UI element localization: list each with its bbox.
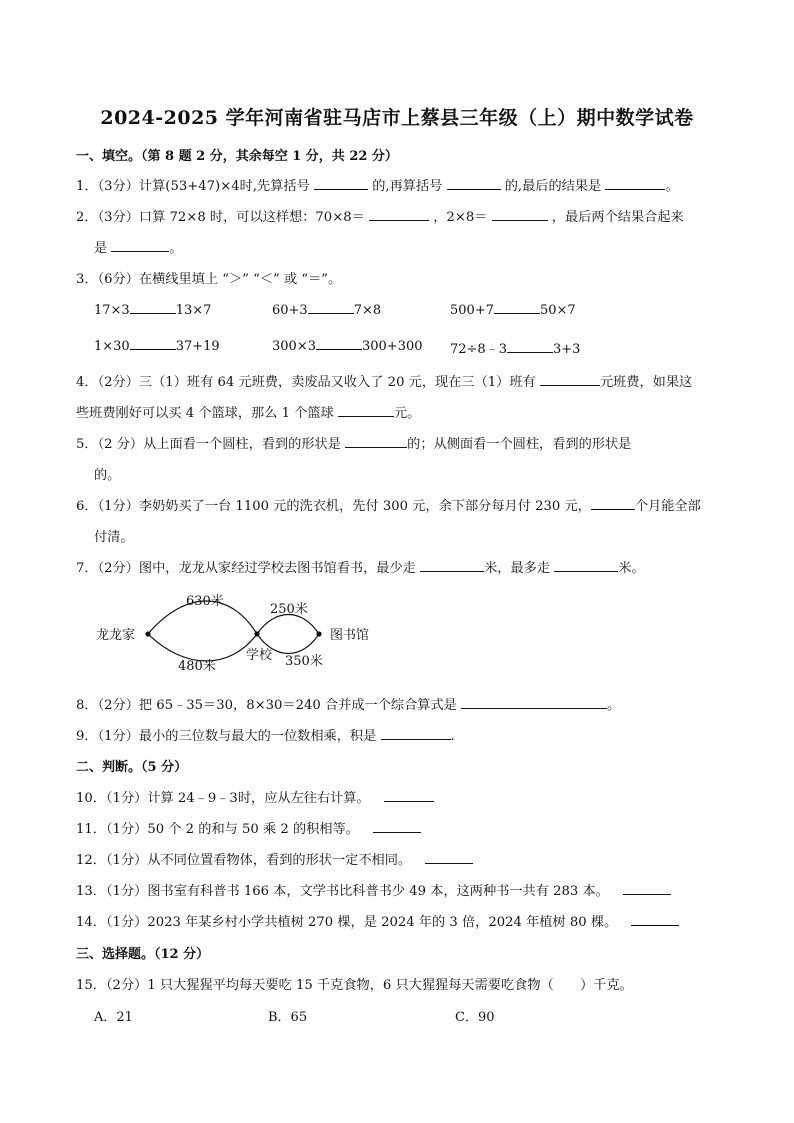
answer-blank[interactable] <box>111 240 169 252</box>
library-label: 图书馆 <box>330 628 370 643</box>
compare-item <box>94 338 220 354</box>
question-2-text-c: ，最后两个结果合起来 <box>551 210 684 225</box>
question-4 <box>76 371 692 390</box>
compare-right: 50×7 <box>539 303 576 318</box>
question-5-continued: 的。 <box>94 468 121 483</box>
question-2-text-e: 。 <box>169 241 183 256</box>
route-school-library-upper <box>257 615 319 635</box>
answer-blank[interactable] <box>605 178 665 190</box>
question-10 <box>76 787 434 806</box>
question-1-text-c: 的,最后的结果是 <box>504 179 602 194</box>
school-point <box>254 631 259 636</box>
question-1-text-b: 的,再算括号 <box>372 179 443 194</box>
question-12-text: 12．（1分）从不同位置看物体，看到的形状一定不相同。 <box>76 853 412 868</box>
answer-blank[interactable] <box>381 728 451 740</box>
answer-blank[interactable] <box>420 560 484 572</box>
question-7-text-a: 7．（2分）图中，龙龙从家经过学校去图书馆看书，最少走 <box>76 561 416 576</box>
option-a[interactable]: A．21 <box>94 1010 133 1025</box>
answer-blank[interactable] <box>492 209 548 221</box>
question-4-continued <box>76 402 420 421</box>
answer-blank[interactable] <box>316 338 362 350</box>
question-6-text-b: 个月能全部 <box>634 499 701 514</box>
question-14-text: 14．（1分）2023 年某乡村小学共植树 270 棵，是 2024 年的 3 倍，2024 年植树 80 棵。 <box>76 915 618 930</box>
route-diagram <box>90 588 390 678</box>
answer-blank[interactable] <box>373 821 421 833</box>
answer-blank[interactable] <box>345 436 407 448</box>
question-1-text-d: 。 <box>665 179 679 194</box>
distance-label: 250米 <box>270 602 308 617</box>
question-2-continued <box>94 237 183 256</box>
answer-blank[interactable] <box>314 178 368 190</box>
answer-blank[interactable] <box>591 498 635 510</box>
answer-blank[interactable] <box>308 302 354 314</box>
question-9-text-b: . <box>450 729 455 744</box>
answer-blank[interactable] <box>461 697 607 709</box>
compare-left: 500+7 <box>450 303 494 318</box>
compare-item <box>450 302 576 318</box>
distance-label: 630米 <box>186 594 224 609</box>
section-fill-in-heading: 一、填空。（第 8 题 2 分，其余每空 1 分，共 22 分） <box>76 149 398 164</box>
compare-left: 72÷8﹣3 <box>450 342 507 357</box>
compare-item <box>272 302 381 318</box>
answer-blank[interactable] <box>631 914 679 926</box>
question-2-text-a: 2．（3分）口算 72×8 时，可以这样想：70×8＝ <box>76 210 365 225</box>
home-point <box>145 631 150 636</box>
answer-blank[interactable] <box>384 790 434 802</box>
question-9 <box>76 725 455 744</box>
question-8-text-b: 。 <box>607 698 621 713</box>
question-10-text: 10．（1分）计算 24﹣9﹣3时，应从左往右计算。 <box>76 791 370 806</box>
answer-blank[interactable] <box>338 405 394 417</box>
distance-label: 480米 <box>178 659 216 674</box>
distance-label: 350米 <box>285 654 323 669</box>
section-choice-heading: 三、选择题。（12 分） <box>76 947 210 962</box>
route-home-school-lower <box>148 634 257 661</box>
answer-blank[interactable] <box>507 341 553 353</box>
question-11 <box>76 818 421 837</box>
compare-right: 300+300 <box>361 339 423 354</box>
answer-blank[interactable] <box>554 560 618 572</box>
compare-left: 17×3 <box>94 303 130 318</box>
question-12 <box>76 849 473 868</box>
compare-item <box>450 338 580 357</box>
question-4-text-a: 4．（2分）三（1）班有 64 元班费，卖废品又收入了 20 元，现在三（1）班有 <box>76 375 536 390</box>
question-13 <box>76 880 671 899</box>
question-14 <box>76 911 679 930</box>
question-7-text-c: 米。 <box>618 561 645 576</box>
question-2-text-d: 是 <box>94 241 108 256</box>
question-1 <box>76 175 679 194</box>
compare-right: 3+3 <box>552 342 581 357</box>
question-4-text-c: 些班费刚好可以买 4 个篮球，那么 1 个篮球 <box>76 406 334 421</box>
question-9-text-a: 9．（1分）最小的三位数与最大的一位数相乘，积是 <box>76 729 377 744</box>
question-8-text-a: 8．（2分）把 65﹣35＝30，8×30＝240 合并成一个综合算式是 <box>76 698 457 713</box>
question-15: 15．（2分）1 只大猩猩平均每天要吃 15 千克食物，6 只大猩猩每天需要吃食物（ ）千克。 <box>76 978 633 993</box>
answer-blank[interactable] <box>623 883 671 895</box>
question-5-text-b: 的；从侧面看一个圆柱，看到的形状是 <box>407 437 632 452</box>
question-11-text: 11．（1分）50 个 2 的和与 50 乘 2 的积相等。 <box>76 822 359 837</box>
compare-right: 37+19 <box>175 339 220 354</box>
answer-blank[interactable] <box>540 374 600 386</box>
answer-blank[interactable] <box>130 338 176 350</box>
library-point <box>316 631 321 636</box>
question-5-text-a: 5．（2 分）从上面看一个圆柱，看到的形状是 <box>76 437 341 452</box>
question-7 <box>76 557 645 576</box>
question-6-text-a: 6．（1分）李奶奶买了一台 1100 元的洗衣机，先付 300 元，余下部分每月付 230 元， <box>76 499 591 514</box>
compare-item <box>94 302 211 318</box>
compare-right: 13×7 <box>175 303 212 318</box>
school-label: 学校 <box>246 648 273 663</box>
answer-blank[interactable] <box>447 178 501 190</box>
question-4-text-d: 元。 <box>393 406 421 421</box>
option-c[interactable]: C．90 <box>455 1010 495 1025</box>
page-title: 2024-2025 学年河南省驻马店市上蔡县三年级（上）期中数学试卷 <box>100 107 694 129</box>
answer-blank[interactable] <box>425 852 473 864</box>
compare-left: 60+3 <box>272 303 308 318</box>
home-label: 龙龙家 <box>96 628 136 643</box>
question-13-text: 13．（1分）图书室有科普书 166 本，文学书比科普书少 49 本，这两种书一共有 283 本。 <box>76 884 609 899</box>
question-4-text-b: 元班费，如果这 <box>599 375 693 390</box>
section-judge-heading: 二、判断。（5 分） <box>76 760 188 775</box>
question-7-text-b: 米，最多走 <box>484 561 551 576</box>
answer-blank[interactable] <box>494 302 540 314</box>
question-2-text-b: ，2×8＝ <box>433 210 488 225</box>
question-8 <box>76 694 620 713</box>
question-3: 3．（6分）在横线里填上 “＞” “＜” 或 “＝”。 <box>76 272 342 287</box>
compare-right: 7×8 <box>353 303 382 318</box>
question-6 <box>76 495 701 514</box>
answer-blank[interactable] <box>369 209 429 221</box>
compare-left: 1×30 <box>94 339 130 354</box>
compare-left: 300×3 <box>272 339 316 354</box>
question-6-continued: 付清。 <box>94 530 134 545</box>
question-2 <box>76 206 684 225</box>
compare-item <box>272 338 423 354</box>
option-b[interactable]: B．65 <box>268 1010 308 1025</box>
question-1-text-a: 1．（3分）计算(53+47)×4时,先算括号 <box>76 179 310 194</box>
answer-blank[interactable] <box>130 302 176 314</box>
question-5 <box>76 433 631 452</box>
